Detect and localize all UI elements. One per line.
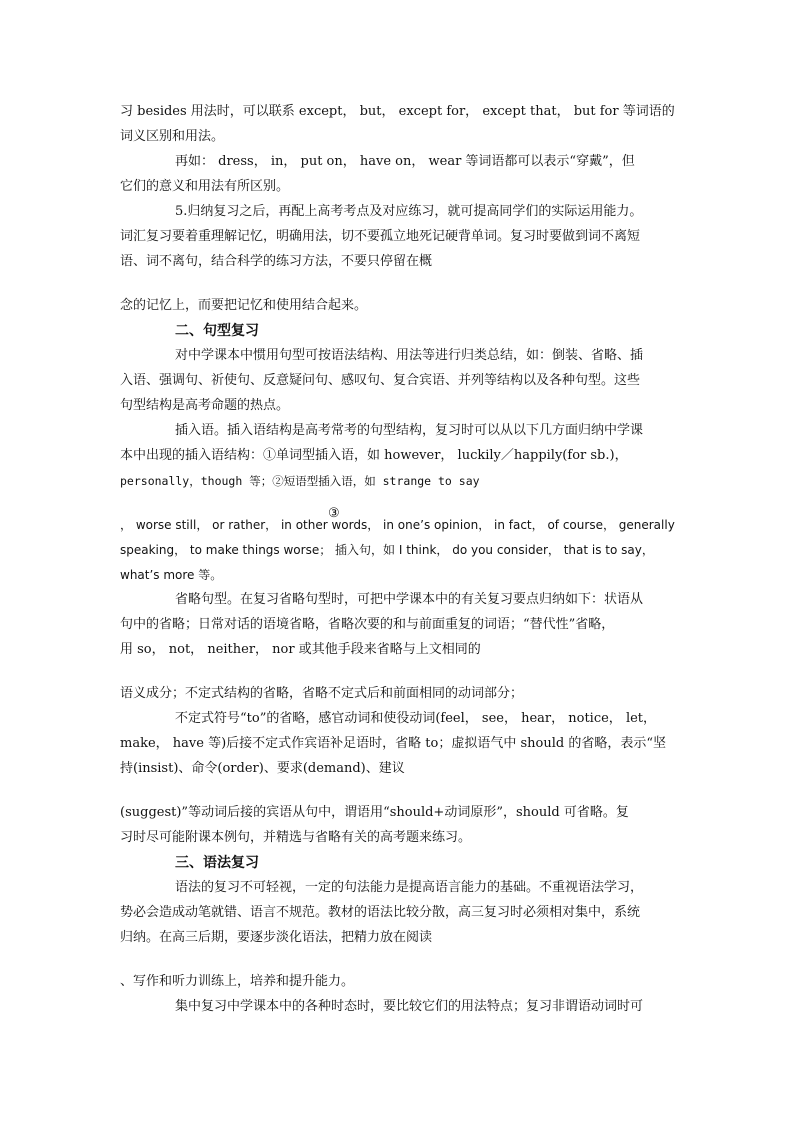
text-line: (suggest)”等动词后接的宾语从句中，谓语用“should+动词原形”，should 可省略。复 — [120, 805, 629, 820]
text-line: 句中的省略；日常对话的语境省略，省略次要的和与前面重复的词语；“替代性”省略， — [120, 617, 615, 632]
text-line: make， have 等)后接不定式作宾语补足语时，省略 to；虚拟语气中 should 的省略，表示“坚 — [120, 736, 666, 751]
text-line: 语法的复习不可轻视，一定的句法能力是提高语言能力的基础。不重视语法学习， — [175, 880, 644, 895]
text-line: personally，though 等；②短语型插入语，如 strange to say — [120, 474, 480, 488]
text-line: 习 besides 用法时，可以联系 except， but， except for， except that， but for 等词语的 — [120, 104, 675, 119]
text-line: 集中复习中学课本中的各种时态时，要比较它们的用法特点；复习非谓语动词时可 — [175, 999, 644, 1014]
text-line: 再如： dress， in， put on， have on， wear 等词语都可以表示“穿戴”，但 — [175, 154, 635, 169]
text-line: 5.归纳复习之后，再配上高考考点及对应练习，就可提高同学们的实际运用能力。 — [175, 204, 643, 219]
text-line: 势必会造成动笔就错、语言不规范。教材的语法比较分散，高三复习时必须相对集中，系统 — [120, 905, 641, 920]
text-line: 、写作和听力训练上，培养和提升能力。 — [120, 974, 355, 989]
text-line: 插入语。插入语结构是高考常考的句型结构，复习时可以从以下几方面归纳中学课 — [175, 423, 644, 438]
text-line: 对中学课本中惯用句型可按语法结构、用法等进行归类总结，如：倒装、省略、插 — [175, 348, 644, 363]
text-line: 语义成分；不定式结构的省略，省略不定式后和前面相同的动词部分； — [120, 686, 524, 701]
text-line: 词汇复习要着重理解记忆，明确用法，切不要孤立地死记硬背单词。复习时要做到词不离短 — [120, 229, 641, 244]
text-line: 持(insist)、命令(order)、要求(demand)、建议 — [120, 761, 405, 776]
text-line: 入语、强调句、祈使句、反意疑问句、感叹句、复合宾语、并列等结构以及各种句型。这些 — [120, 373, 641, 388]
text-line: 用 so， not， neither， nor 或其他手段来省略与上文相同的 — [120, 642, 481, 657]
section-heading: 三、语法复习 — [175, 855, 259, 871]
text-line: 词义区别和用法。 — [120, 129, 225, 144]
text-line: ， worse still， or rather， in other words， in one’s opinion， in fact， of course， generally — [120, 518, 675, 532]
text-line: 习时尽可能附课本例句，并精选与省略有关的高考题来练习。 — [120, 830, 472, 845]
text-line: 本中出现的插入语结构：①单词型插入语，如 however， luckily／happily(for sb.)， — [120, 448, 628, 463]
text-line: 语、词不离句，结合科学的练习方法，不要只停留在概 — [120, 254, 433, 269]
text-line: 它们的意义和用法有所区别。 — [120, 179, 290, 194]
text-line: speaking， to make things worse； 插入句，如 I think， do you consider， that is to say， — [120, 543, 654, 557]
text-line: 归纳。在高三后期，要逐步淡化语法，把精力放在阅读 — [120, 930, 433, 945]
text-line: 不定式符号“to”的省略，感官动词和使役动词(feel， see， hear， notice， let， — [175, 711, 657, 726]
text-line: 念的记忆上，而要把记忆和使用结合起来。 — [120, 298, 368, 313]
text-line: what’s more 等。 — [120, 568, 223, 582]
text-line: 省略句型。在复习省略句型时，可把中学课本中的有关复习要点归纳如下：状语从 — [175, 592, 644, 607]
text-line: 句型结构是高考命题的热点。 — [120, 398, 290, 413]
circled-number-marker: ③ — [328, 506, 340, 521]
section-heading: 二、句型复习 — [175, 323, 259, 339]
